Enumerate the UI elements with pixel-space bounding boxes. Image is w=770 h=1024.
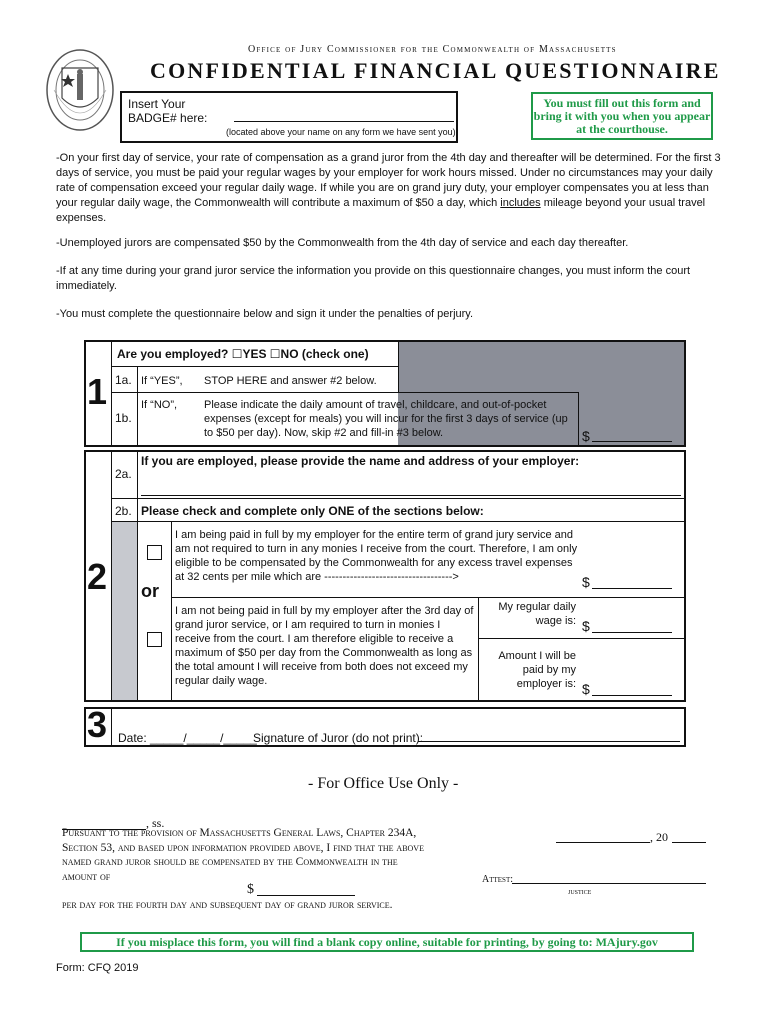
office-use-heading: - For Office Use Only - bbox=[308, 775, 459, 792]
item-1b-if: If “NO”, bbox=[141, 399, 178, 411]
expense-amount-field[interactable] bbox=[592, 441, 672, 442]
wage-label: My regular daily wage is: bbox=[498, 601, 576, 627]
paid-dollar: $ bbox=[582, 681, 590, 697]
state-seal-icon bbox=[44, 46, 116, 134]
attest-label: Attest: bbox=[482, 874, 513, 885]
notice-box: You must fill out this form and bring it with you when you appear at the courthouse. bbox=[531, 92, 713, 140]
badge-input[interactable] bbox=[234, 121, 454, 122]
item-1a-if: If “YES”, bbox=[141, 375, 183, 387]
badge-box bbox=[120, 91, 458, 143]
paid-label: Amount I will be paid by my employer is: bbox=[498, 650, 576, 690]
pursuant-text: Pursuant to the provision of Massachusetts General Laws, Chapter 234A, Section 53, and based upon information provided above, I find that the above named grand juror should be compensated by the Commonwealth in the amount of bbox=[62, 827, 424, 883]
form-id: Form: CFQ 2019 bbox=[56, 962, 139, 974]
amount-dollar: $ bbox=[247, 882, 254, 897]
option-2-checkbox[interactable] bbox=[147, 632, 162, 647]
paid-amount-field[interactable] bbox=[592, 695, 672, 696]
section-2-number: 2 bbox=[87, 556, 108, 597]
office-name: Office of Jury Commissioner for the Commonwealth of Massachusetts bbox=[248, 44, 617, 55]
year-field[interactable] bbox=[672, 842, 706, 843]
wage-dollar: $ bbox=[582, 618, 590, 634]
item-1b-text: Please indicate the daily amount of travel, childcare, and out-of-pocket expenses (except for meals) you will incur for the first 3 days of service (up to $50 per day). Now, skip #2 and fill-in #3 below. bbox=[204, 399, 568, 439]
item-2b-label: 2b. bbox=[115, 504, 132, 518]
intro-paragraph-4: -You must complete the questionnaire below and sign it under the penalties of perjury. bbox=[56, 308, 474, 320]
year-label: , 20 bbox=[650, 830, 668, 844]
intro-paragraph-1: -On your first day of service, your rate of compensation as a grand juror from the 4th day and thereafter will be determined. For the first 3 days of service, you must be paid your regular wages by your employer for work hours missed. Under no circumstances may your daily rate of compensation exceed your regular daily wage. If while you are on grand jury duty, your employer compensates you at less than your regular daily wage, the Commonwealth will contribute a maximum of $50 a day, which includes mileage beyond your usual travel expenses. bbox=[56, 152, 721, 224]
online-notice: If you misplace this form, you will find a blank copy online, suitable for printing, by going to: MAjury.gov bbox=[80, 932, 694, 952]
amount-field[interactable] bbox=[257, 895, 355, 896]
per-day-text: per day for the fourth day and subsequent day of grand juror service. bbox=[62, 899, 393, 911]
or-label: or bbox=[141, 581, 159, 601]
badge-label: Insert Your BADGE# here: bbox=[128, 97, 208, 125]
expense-dollar: $ bbox=[582, 428, 590, 444]
section-3-number: 3 bbox=[87, 704, 108, 745]
yes-checkbox[interactable] bbox=[230, 347, 243, 360]
attest-signature-field[interactable] bbox=[512, 883, 706, 884]
employer-address-field[interactable] bbox=[141, 495, 681, 496]
intro-paragraph-3: -If at any time during your grand juror service the information you provide on this questionnaire changes, you must inform the court immediately. bbox=[56, 265, 691, 292]
item-2a-text: If you are employed, please provide the name and address of your employer: bbox=[141, 454, 580, 468]
item-1b-label: 1b. bbox=[115, 411, 132, 425]
section-1-number: 1 bbox=[87, 371, 108, 412]
wage-amount-field[interactable] bbox=[592, 632, 672, 633]
ss-label: , ss. bbox=[146, 816, 165, 830]
intro-paragraph-2: -Unemployed jurors are compensated $50 by the Commonwealth from the 4th day of service and each day thereafter. bbox=[56, 237, 629, 249]
date-month-field[interactable] bbox=[556, 842, 650, 843]
mileage-dollar: $ bbox=[582, 574, 590, 590]
signature-label: Signature of Juror (do not print): bbox=[253, 731, 424, 745]
option-1-checkbox[interactable] bbox=[147, 545, 162, 560]
justice-label: justice bbox=[568, 886, 592, 896]
date-field[interactable]: Date: _____/_____/_____ bbox=[118, 731, 257, 745]
signature-field[interactable] bbox=[418, 741, 680, 742]
item-1a-label: 1a. bbox=[115, 373, 132, 387]
page-title: CONFIDENTIAL FINANCIAL QUESTIONNAIRE bbox=[150, 58, 721, 83]
item-2a-label: 2a. bbox=[115, 467, 132, 481]
option-2-text: I am not being paid in full by my employer after the 3rd day of grand juror service, or I am required to turn in monies I receive from the court. I am therefore eligible to receive a maximum of $50 per day from the Commonwealth as long as the total amount I will receive from both does not exceed my regular daily wage. bbox=[175, 605, 474, 687]
item-1a-text: STOP HERE and answer #2 below. bbox=[204, 375, 377, 387]
mileage-amount-field[interactable] bbox=[592, 588, 672, 589]
badge-note: (located above your name on any form we have sent you) bbox=[226, 127, 456, 137]
item-2b-text: Please check and complete only ONE of the sections below: bbox=[141, 504, 484, 518]
employed-question: Are you employed? ☐YES ☐NO (check one) bbox=[117, 347, 369, 361]
no-checkbox[interactable] bbox=[282, 347, 295, 360]
option-1-text: I am being paid in full by my employer for the entire term of grand jury service and am not required to turn in any monies I receive from the court. Therefore, I am only eligible to be compensated by the Commonwealth for any excess travel expenses at 32 cents per mile which are -----------------------------------> bbox=[175, 529, 578, 583]
